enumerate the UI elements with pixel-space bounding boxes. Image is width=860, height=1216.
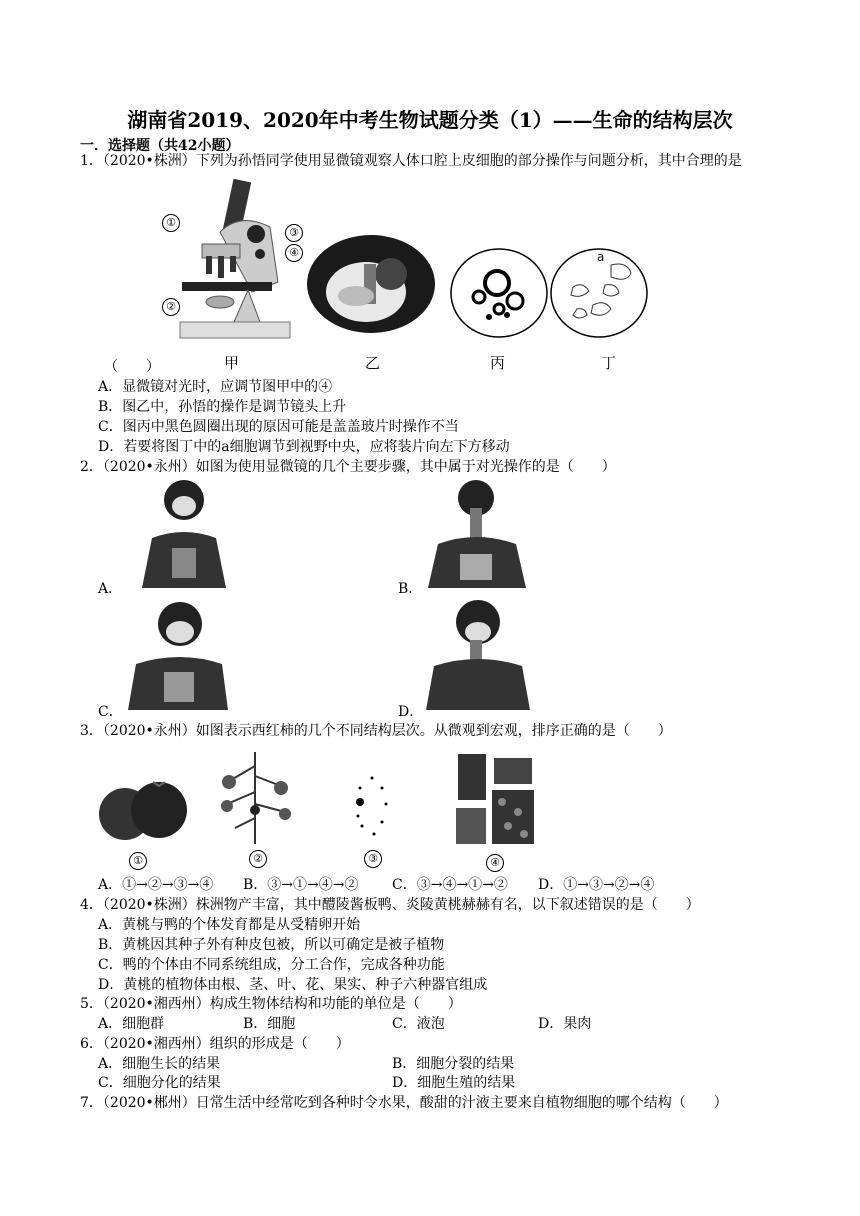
figure-label-ding: 丁	[601, 354, 617, 372]
tomato-tissue-figure	[452, 752, 538, 848]
step-photo-c	[122, 600, 232, 710]
q2-option-b: B．	[398, 581, 423, 597]
q1-option-d: D．若要将图丁中的a细胞调节到视野中央，应将装片向左下方移动	[98, 439, 510, 455]
q5-option-d: D．果肉	[538, 1016, 592, 1032]
marker-1: ①	[162, 214, 180, 232]
q1-stem: 1．（2020•株洲）下列为孙悟同学使用显微镜观察人体口腔上皮细胞的部分操作与问题分析，其中合理的是	[80, 153, 742, 169]
tomato-plant-figure	[213, 746, 297, 846]
cell-a-label: a	[597, 250, 605, 264]
figure-label-jia: 甲	[224, 354, 240, 372]
q4-stem: 4．（2020•株洲）株洲物产丰富，其中醴陵酱板鸭、炎陵黄桃赫赫有名，以下叙述错误的是（ ）	[80, 897, 700, 913]
figure-label-yi: 乙	[365, 354, 381, 372]
figure-label-bing: 丙	[490, 354, 506, 372]
level-marker-4: ④	[486, 854, 504, 872]
tomato-fruit-figure	[97, 772, 189, 850]
step-photo-b	[420, 478, 535, 588]
marker-4: ④	[285, 244, 303, 262]
tomato-cell-figure	[346, 770, 396, 848]
q5-option-c: C．液泡	[392, 1016, 445, 1032]
q1-option-a: A．显微镜对光时，应调节图甲中的④	[98, 379, 333, 395]
q2-stem: 2．（2020•永州）如图为使用显微镜的几个主要步骤，其中属于对光操作的是（ ）	[80, 459, 616, 475]
q5-option-b: B．细胞	[243, 1016, 296, 1032]
q6-option-d: D．细胞生殖的结果	[392, 1075, 516, 1091]
q3-stem: 3．（2020•永州）如图表示西红柿的几个不同结构层次。从微观到宏观，排序正确的是（ ）	[80, 723, 672, 739]
microscope-figure	[160, 172, 305, 347]
q2-option-a: A．	[98, 581, 123, 597]
q5-option-a: A．细胞群	[98, 1016, 165, 1032]
q4-option-d: D．黄桃的植物体由根、茎、叶、花、果实、种子六种器官组成	[98, 977, 488, 993]
q6-stem: 6．（2020•湘西州）组织的形成是（ ）	[80, 1036, 350, 1052]
level-marker-1: ①	[129, 852, 147, 870]
marker-3: ③	[285, 224, 303, 242]
step-photo-d	[420, 600, 535, 710]
q3-option-c: C．③→④→①→②	[392, 877, 508, 893]
q6-option-a: A．细胞生长的结果	[98, 1056, 221, 1072]
q1-option-c: C．图丙中黑色圆圈出现的原因可能是盖盖玻片时操作不当	[98, 419, 459, 435]
q2-option-d: D．	[398, 704, 424, 720]
q3-option-b: B．③→①→④→②	[243, 877, 359, 893]
q4-option-b: B．黄桃因其种子外有种皮包被，所以可确定是被子植物	[98, 937, 445, 953]
q5-stem: 5．（2020•湘西州）构成生物体结构和功能的单位是（ ）	[80, 996, 462, 1012]
view-bubbles-figure	[449, 247, 549, 339]
q7-stem: 7．（2020•郴州）日常生活中经常吃到各种时令水果，酸甜的汁液主要来自植物细胞的哪个结构（ ）	[80, 1095, 728, 1111]
level-marker-2: ②	[249, 850, 267, 868]
page-title: 湖南省2019、2020年中考生物试题分类（1）——生命的结构层次	[127, 108, 733, 132]
q4-option-a: A．黄桃与鸭的个体发育都是从受精卵开始	[98, 917, 361, 933]
q4-option-c: C．鸭的个体由不同系统组成，分工合作，完成各种功能	[98, 957, 445, 973]
marker-2: ②	[162, 298, 180, 316]
q1-option-b: B．图乙中，孙悟的操作是调节镜头上升	[98, 399, 347, 415]
q2-option-c: C．	[98, 704, 123, 720]
student-photo	[306, 234, 436, 334]
step-photo-a	[132, 478, 232, 588]
q6-option-c: C．细胞分化的结果	[98, 1075, 221, 1091]
section-heading: 一．选择题（共42小题）	[80, 138, 240, 154]
q1-answer-paren: （ ）	[104, 359, 160, 375]
q3-option-d: D．①→③→②→④	[538, 877, 655, 893]
level-marker-3: ③	[364, 850, 382, 868]
q3-option-a: A．①→②→③→④	[98, 877, 214, 893]
q6-option-b: B．细胞分裂的结果	[392, 1056, 515, 1072]
